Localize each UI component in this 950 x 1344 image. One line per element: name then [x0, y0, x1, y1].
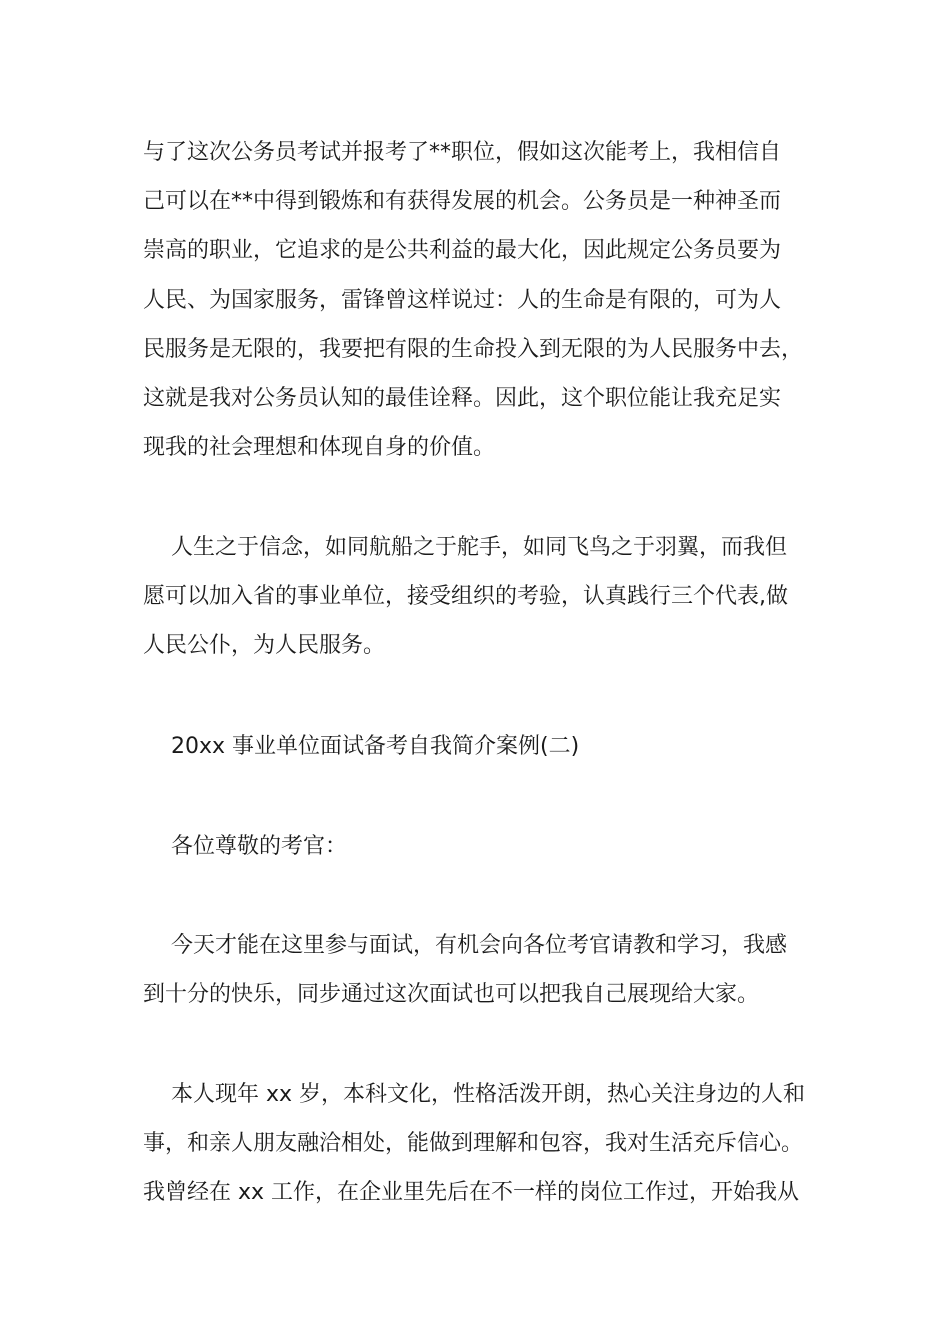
paragraph-belief — [143, 523, 823, 671]
text-line: 现我的社会理想和体现自身的价值。 — [143, 435, 496, 461]
text-line: 20xx 事业单位面试备考自我简介案例(二) — [171, 734, 580, 759]
text-line: 到十分的快乐，同步通过这次面试也可以把我自己展现给大家。 — [143, 982, 760, 1008]
text-line: 这就是我对公务员认知的最佳诠释。因此，这个职位能让我充足实 — [143, 385, 782, 411]
section-heading — [143, 722, 823, 771]
text-line: 我曾经在 xx 工作，在企业里先后在不一样的岗位工作过，开始我从 — [143, 1180, 800, 1206]
text-line: 人民公仆，为人民服务。 — [143, 633, 386, 659]
text-line: 今天才能在这里参与面试，有机会向各位考官请教和学习，我感 — [171, 933, 788, 958]
text-line: 与了这次公务员考试并报考了**职位，假如这次能考上，我相信自 — [143, 140, 782, 165]
text-line: 人民、为国家服务，雷锋曾这样说过：人的生命是有限的，可为人 — [143, 287, 782, 313]
paragraph-self-intro — [143, 1070, 823, 1218]
paragraph-civil-servant — [143, 128, 823, 472]
paragraph-opening — [143, 921, 823, 1019]
salutation — [143, 822, 823, 871]
text-line: 己可以在**中得到锻炼和有获得发展的机会。公务员是一种神圣而 — [143, 189, 782, 215]
text-line: 人生之于信念，如同航船之于舵手，如同飞鸟之于羽翼，而我但 — [171, 535, 788, 560]
text-line: 事，和亲人朋友融洽相处，能做到理解和包容，我对生活充斥信心。 — [143, 1131, 804, 1157]
text-line: 各位尊敬的考官： — [171, 834, 348, 859]
text-line: 本人现年 xx 岁，本科文化，性格活泼开朗，热心关注身边的人和 — [171, 1082, 806, 1107]
text-line: 民服务是无限的，我要把有限的生命投入到无限的为人民服务中去， — [143, 336, 804, 362]
text-line: 愿可以加入省的事业单位，接受组织的考验，认真践行三个代表,做 — [143, 584, 788, 610]
text-line: 崇高的职业，它追求的是公共利益的最大化，因此规定公务员要为 — [143, 238, 782, 264]
